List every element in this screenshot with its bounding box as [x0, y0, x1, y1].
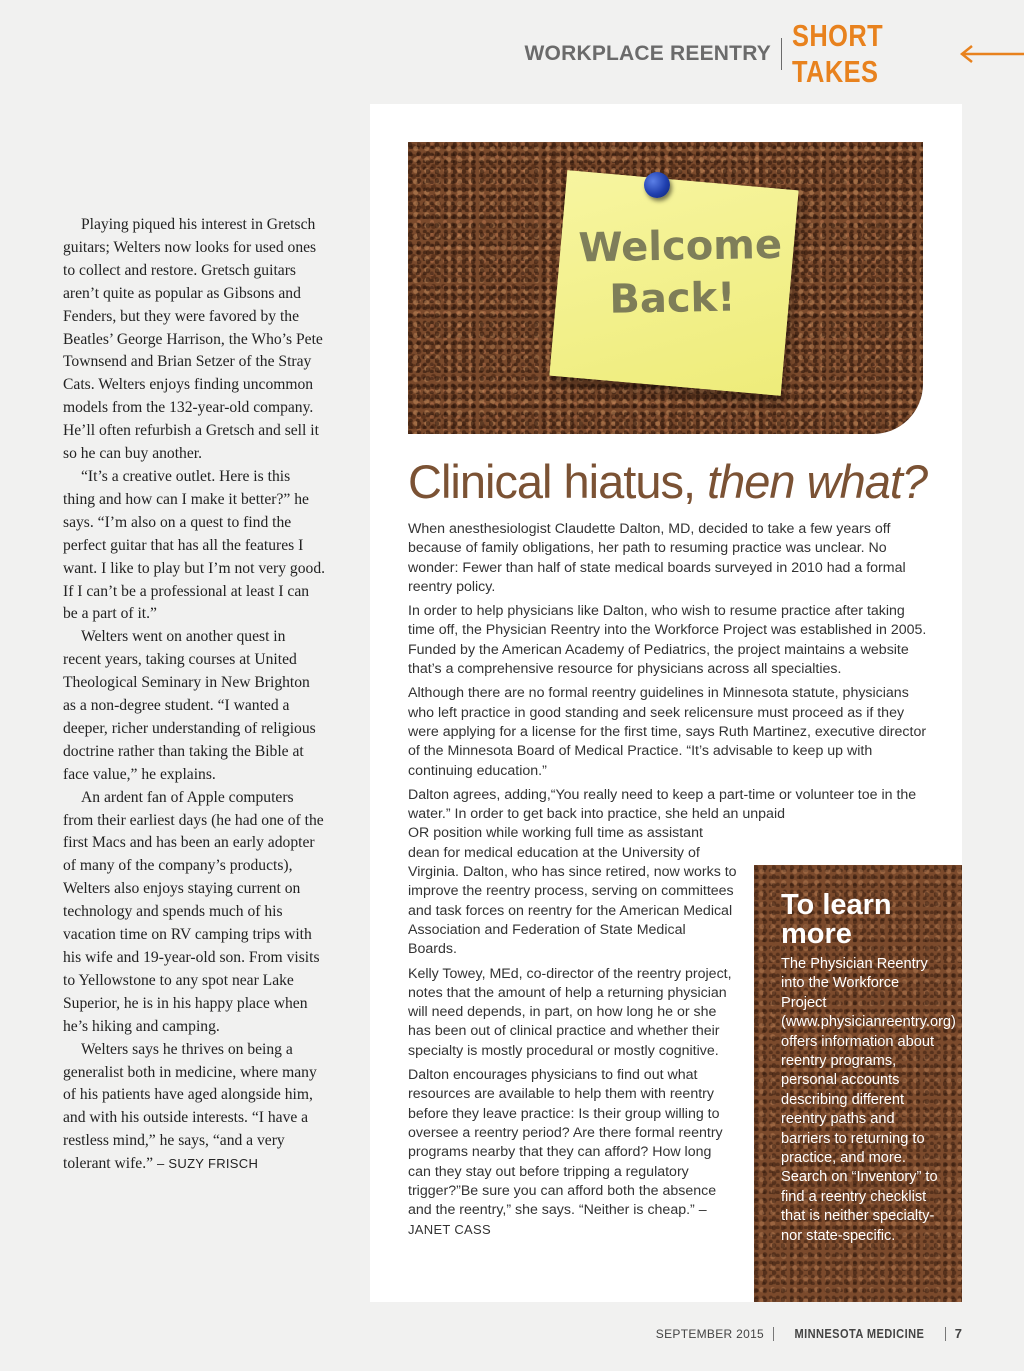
sticky-note [549, 170, 798, 395]
left-paragraph: Welters went on another quest in recent years, taking courses at United Theological Seminary in New Brighton as a non-degree student. “I wanted a deeper, richer understanding of religious doctrine rather than taking the Bible at face value,” he explains. [63, 628, 316, 783]
article-paragraph [408, 1066, 738, 1241]
page-header [524, 18, 1024, 89]
issue-date: SEPTEMBER 2015 [655, 1326, 765, 1341]
left-paragraph: “It’s a creative outlet. Here is this thing and how can I make it better?” he says. “I’m also on a quest to find the perfect guitar that has all the features I want. I like to play but I’m not very good. If I can’t be a professional at least I can be a part of it.” [63, 467, 326, 623]
headline [408, 454, 927, 509]
corkboard-photo [408, 142, 923, 434]
learn-more-sidebar [754, 865, 962, 1302]
article-paragraph-text: Dalton encourages physicians to find out what resources are available to help them with reentry before they leave practice: Is their group willing to oversee a reentry period? Are there formal reentry programs nearby that they can afford? How long can they stay out before tripping a regulatory trigger?”Be sure you can afford both the absence and the reentry,” she says. “Neither is cheap.” – [408, 1067, 723, 1219]
footer-divider [773, 1327, 774, 1341]
note-line: Welcome [578, 221, 783, 272]
note-line: Back! [609, 274, 736, 323]
sidebar-title: To learn more [781, 889, 892, 950]
footer-divider [945, 1327, 946, 1341]
section-label: WORKPLACE REENTRY [524, 42, 771, 65]
headline-regular: Clinical hiatus, [408, 455, 696, 508]
left-paragraph: An ardent fan of Apple computers from their earliest days (he had one of the first Macs and has been an early adopter of many of the company’s products), Welters also enjoys staying current on technology and spends much of his vacation time on RV camping trips with his wife and 19-year-old son. From visits to Yellowstone to any spot near Lake Superior, he is in his happy place when he’s hiking and camping. [63, 788, 324, 1035]
push-pin-icon [644, 172, 670, 198]
byline-suzy: – SUZY FRISCH [156, 1156, 259, 1172]
article-paragraph: Although there are no formal reentry guidelines in Minnesota statute, physicians who left practice in good standing and seek relicensure must proceed as if they were applying for a license for the first time, says Ruth Martinez, executive director of the Minnesota Board of Medical Practice. “It’s advisable to keep up with continuing education.” [408, 685, 927, 779]
sidebar-body: The Physician Reentry into the Workforce Project (www.physicianreentry.org) offers information about reentry programs, personal accounts describing different reentry paths and barriers to returning to practice, and more. Search on “Inventory” to find a reentry checklist that is neither specialty- nor state-specific. [781, 956, 956, 1244]
left-paragraph: Playing piqued his interest in Gretsch guitars; Welters now looks for used ones to collect and restore. Gretsch guitars aren’t quite as popular as Gibsons and Fenders, but they were favored by the Beatles’ George Harrison, the Who’s Pete Townsend and Brian Setzer of the Stray Cats. Welters enjoys finding uncommon models from the 132-year-old company. He’ll often refurbish a Gretsch and sell it so he can buy another. [63, 216, 323, 463]
article-paragraph: When anesthesiologist Claudette Dalton, MD, decided to take a few years off because of family obligations, her path to resuming practice was unclear. No wonder: Fewer than half of state medical boards surveyed in 2010 had a formal reentry policy. [408, 521, 906, 595]
headline-italic: then what? [707, 455, 928, 508]
left-column-text [63, 214, 325, 1176]
note-text [578, 219, 783, 327]
byline-janet: JANET CASS [408, 1222, 491, 1238]
left-paragraph-text: Welters says he thrives on being a generalist both in medicine, where many of his patients have aged alongside him, and with his outside interests. “I have a restless mind,” he says, “and a very tolerant wife.” [63, 1040, 317, 1173]
article-paragraph-wide: Dalton agrees, adding,“You really need to keep a part-time or volunteer toe in the water.” In order to get back into practice, she held an unpaid [408, 786, 917, 823]
article-paragraph [408, 786, 928, 825]
page-footer [656, 1326, 962, 1341]
article-paragraph: Kelly Towey, MEd, co-director of the reentry project, notes that the amount of help a returning physician will need depends, in part, on how long he or she has been out of clinical practice and whether their specialty is mostly procedural or mostly cognitive. [408, 965, 732, 1059]
left-paragraph [63, 1039, 325, 1176]
header-divider [781, 38, 782, 70]
arrow-left-icon [958, 44, 1024, 64]
department-label: SHORT TAKES [792, 18, 884, 89]
article-paragraph: In order to help physicians like Dalton, who wish to resume practice after taking time off, the Physician Reentry into the Workforce Project was established in 2005. Funded by the American Academy of Pediatrics, the project maintains a website that’s a comprehensive resource for physicians across all specialties. [408, 603, 927, 678]
article-paragraph-narrow: OR position while working full time as assistant dean for medical education at the University of Virginia. Dalton, who has since retired, now works to improve the reentry process, serving on committees and task forces on reentry for the American Medical Association and Federation of State Medical Boards. [408, 825, 737, 958]
publication-name: MINNESOTA MEDICINE [794, 1326, 925, 1341]
page-number: 7 [954, 1326, 962, 1341]
